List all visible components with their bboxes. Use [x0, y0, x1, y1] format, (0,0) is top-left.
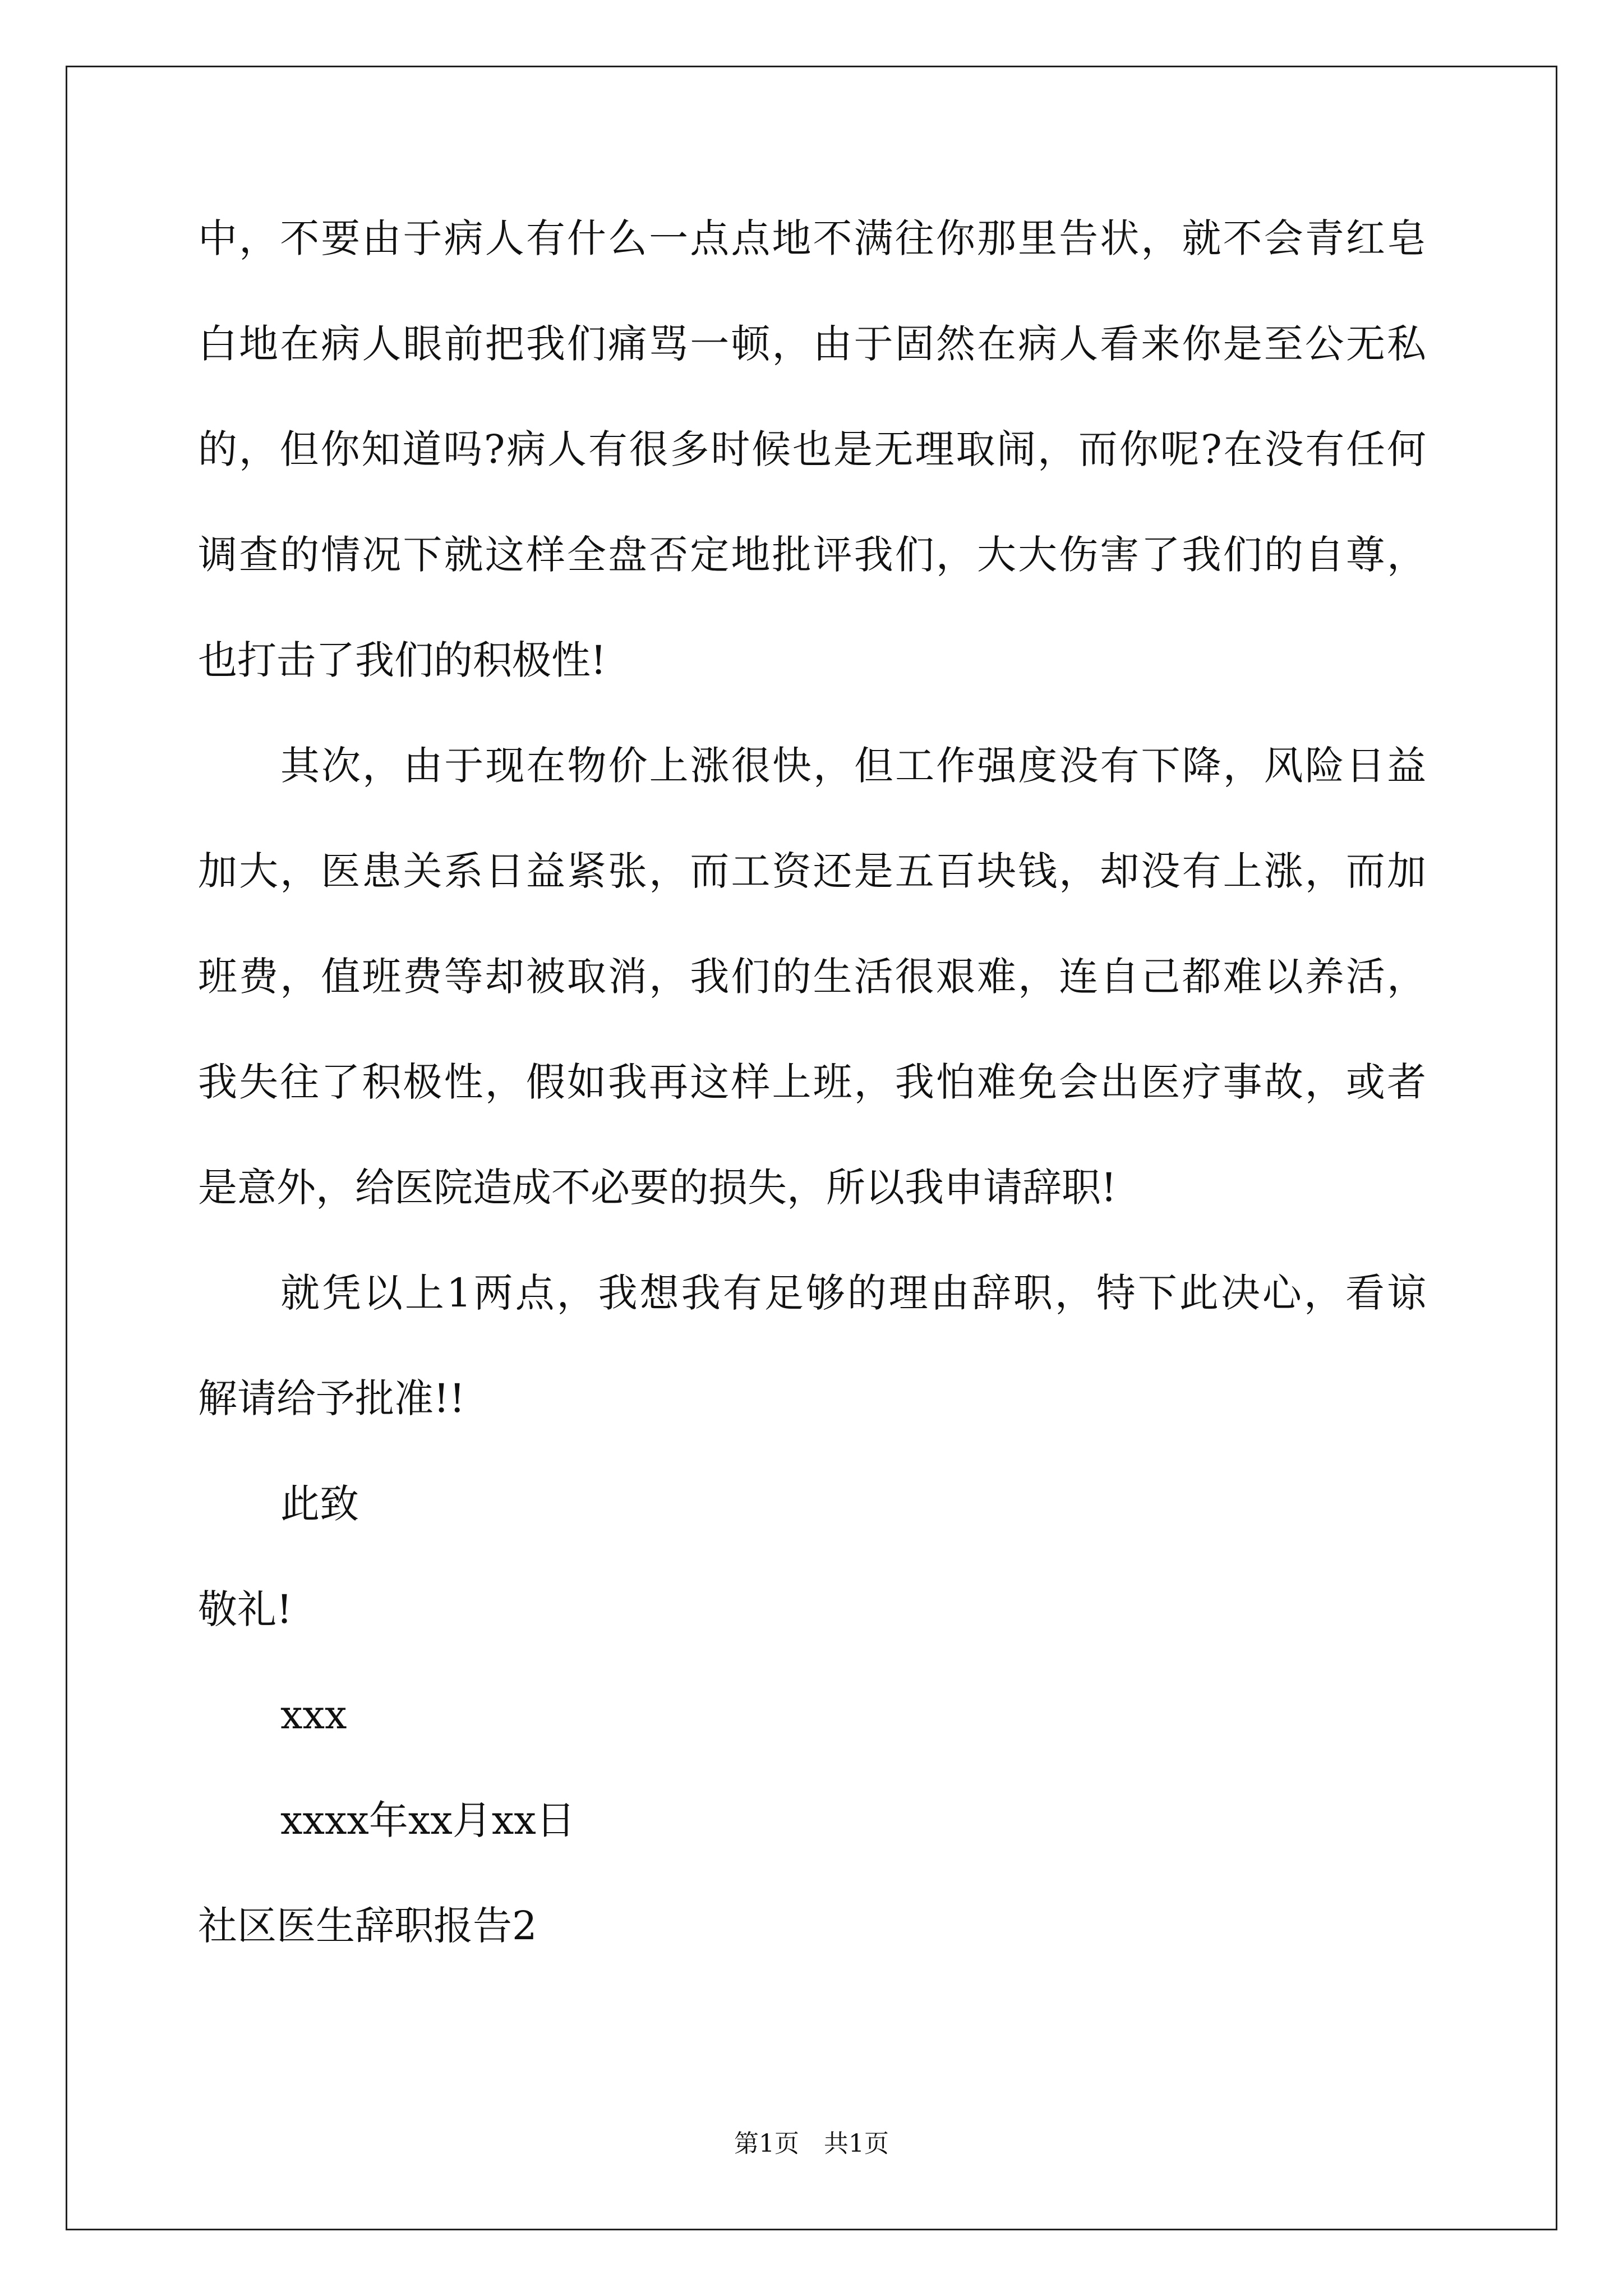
paragraph-line: 加大，医患关系日益紧张，而工资还是五百块钱，却没有上涨，而加 — [198, 848, 1426, 894]
regards: 敬礼! — [198, 1586, 293, 1632]
paragraph-line: 解请给予批准!! — [198, 1375, 465, 1421]
paragraph-line: 也打击了我们的积极性! — [198, 637, 607, 683]
paragraph-line: 班费，值班费等却被取消，我们的生活很艰难，连自己都难以养活， — [198, 954, 1426, 1000]
paragraph-line: 调查的情况下就这样全盘否定地批评我们，大大伤害了我们的自尊， — [198, 532, 1426, 578]
section-title: 社区医生辞职报告2 — [198, 1903, 537, 1949]
paragraph-line: 就凭以上1两点，我想我有足够的理由辞职，特下此决心，看谅 — [280, 1270, 1426, 1316]
salutation: 此致 — [280, 1481, 359, 1527]
page-number: 第1页 共1页 — [734, 2129, 889, 2158]
paragraph-line: 中，不要由于病人有什么一点点地不满往你那里告状，就不会青红皂 — [198, 215, 1426, 261]
date: xxxx年xx月xx日 — [280, 1797, 575, 1843]
document-body — [198, 215, 1426, 2012]
paragraph-line: 是意外，给医院造成不必要的损失，所以我申请辞职! — [198, 1165, 1117, 1211]
paragraph-line: 其次，由于现在物价上涨很快，但工作强度没有下降，风险日益 — [280, 743, 1426, 789]
page-footer — [0, 2130, 1623, 2158]
paragraph-line: 的，但你知道吗?病人有很多时候也是无理取闹，而你呢?在没有任何 — [198, 426, 1426, 472]
paragraph-line: 白地在病人眼前把我们痛骂一顿，由于固然在病人看来你是至公无私 — [198, 321, 1426, 367]
signature: xxx — [280, 1692, 347, 1738]
paragraph-line: 我失往了积极性，假如我再这样上班，我怕难免会出医疗事故，或者 — [198, 1059, 1426, 1105]
